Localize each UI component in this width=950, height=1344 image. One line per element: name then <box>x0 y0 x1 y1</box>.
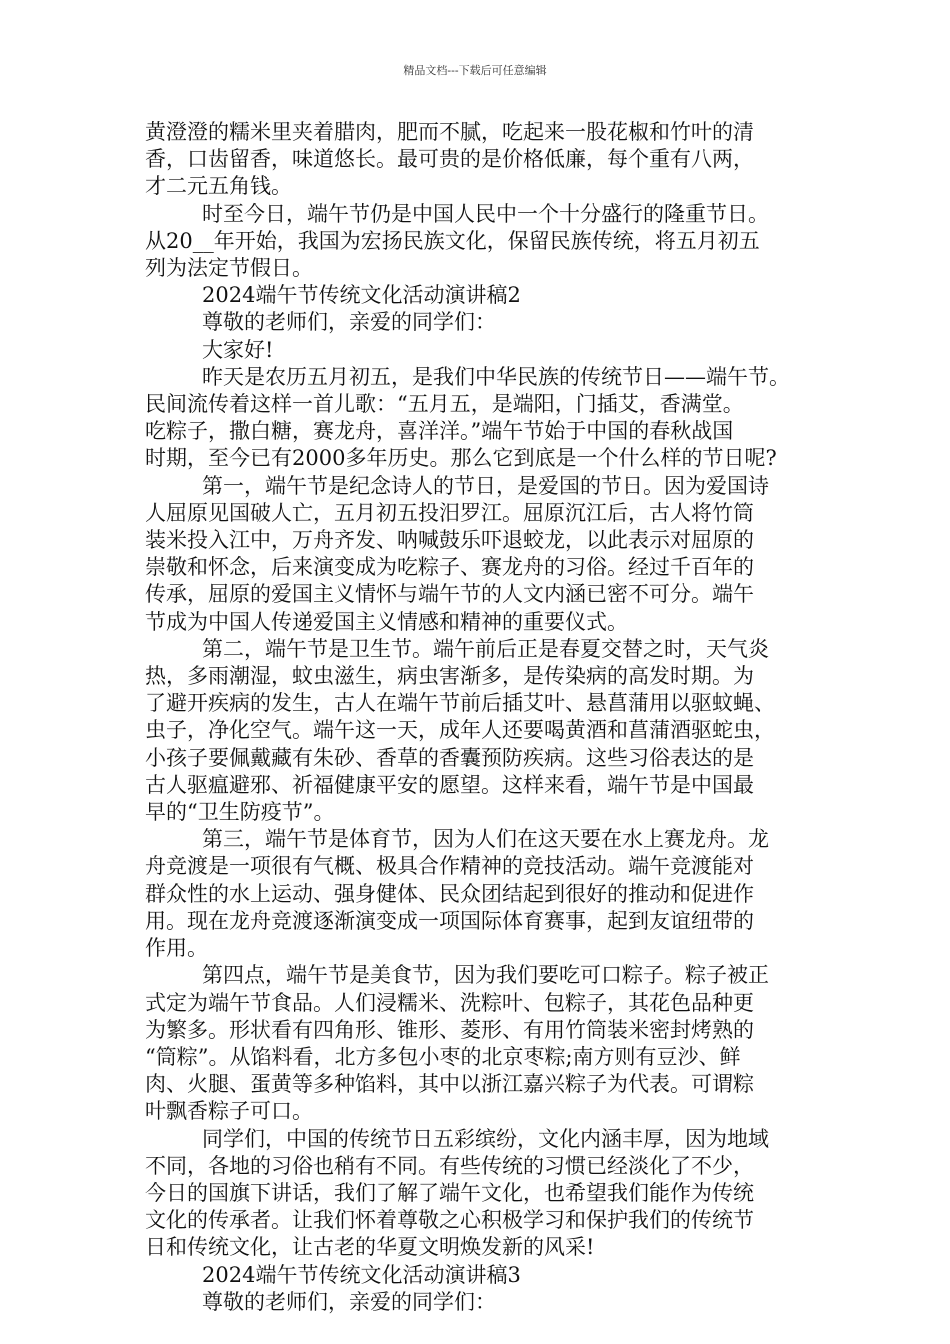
text-line: 第三，端午节是体育节，因为人们在这天要在水上赛龙舟。龙 <box>202 827 769 852</box>
text-line: 舟竞渡是一项很有气概、极具合作精神的竞技活动。端午竞渡能对 <box>145 854 754 879</box>
text-line: 2024端午节传统文化活动演讲稿2 <box>202 283 521 308</box>
text-line: 装米投入江中，万舟齐发、呐喊鼓乐吓退蛟龙，以此表示对屈原的 <box>145 528 754 553</box>
text-line: 作用。 <box>145 936 208 961</box>
text-line: 崇敬和怀念，后来演变成为吃粽子、赛龙舟的习俗。经过千百年的 <box>145 555 754 580</box>
text-line: 大家好! <box>202 337 274 362</box>
text-line: 古人驱瘟避邪、祈福健康平安的愿望。这样来看，端午节是中国最 <box>145 772 754 797</box>
text-line: 今日的国旗下讲话，我们了解了端午文化，也希望我们能作为传统 <box>145 1180 754 1205</box>
text-line: 同学们，中国的传统节日五彩缤纷，文化内涵丰厚，因为地域 <box>202 1126 769 1151</box>
text-line: 黄澄澄的糯米里夹着腊肉，肥而不腻，吃起来一股花椒和竹叶的清 <box>145 120 754 144</box>
text-line: 昨天是农历五月初五，是我们中华民族的传统节日——端午节。 <box>202 364 790 389</box>
text-line: 才二元五角钱。 <box>145 174 292 199</box>
text-line: 热，多雨潮湿，蚊虫滋生，病虫害渐多，是传染病的高发时期。为 <box>145 664 754 689</box>
text-line: 日和传统文化，让古老的华夏文明焕发新的风采! <box>145 1235 595 1260</box>
text-line: 香，口齿留香，味道悠长。最可贵的是价格低廉，每个重有八两， <box>145 147 754 172</box>
text-line: 了避开疾病的发生，古人在端午节前后插艾叶、悬菖蒲用以驱蚊蝇、 <box>145 691 775 716</box>
text-line: 第四点，端午节是美食节，因为我们要吃可口粽子。粽子被正 <box>202 963 769 988</box>
text-line: 用。现在龙舟竞渡逐渐演变成一项国际体育赛事，起到友谊纽带的 <box>145 908 754 933</box>
text-line: 第二，端午节是卫生节。端午前后正是春夏交替之时，天气炎 <box>202 636 769 661</box>
text-line: 为繁多。形状看有四角形、锥形、菱形、有用竹筒装米密封烤熟的 <box>145 1017 754 1042</box>
text-line: “筒粽”。从馅料看，北方多包小枣的北京枣粽;南方则有豆沙、鲜 <box>145 1044 741 1069</box>
page-header: 精品文档---下载后可任意编辑 <box>403 64 547 77</box>
text-line: 时期，至今已有2000多年历史。那么它到底是一个什么样的节日呢? <box>145 446 777 471</box>
text-line: 人屈原见国破人亡，五月初五投汨罗江。屈原沉江后，古人将竹筒 <box>145 500 754 525</box>
text-line: 不同，各地的习俗也稍有不同。有些传统的习惯已经淡化了不少， <box>145 1153 754 1178</box>
text-line: 叶飘香粽子可口。 <box>145 1099 313 1124</box>
text-line: 式定为端午节食品。人们浸糯米、洗粽叶、包粽子，其花色品种更 <box>145 990 754 1015</box>
document-body <box>145 119 817 1316</box>
text-line: 尊敬的老师们，亲爱的同学们： <box>202 310 496 335</box>
text-line: 节成为中国人传递爱国主义情感和精神的重要仪式。 <box>145 609 628 634</box>
text-line: 传承，屈原的爱国主义情怀与端午节的人文内涵已密不可分。端午 <box>145 582 754 607</box>
text-line: 从20__年开始，我国为宏扬民族文化，保留民族传统，将五月初五 <box>145 228 760 253</box>
text-line: 肉、火腿、蛋黄等多种馅料，其中以浙江嘉兴粽子为代表。可谓粽 <box>145 1072 754 1097</box>
text-line: 吃粽子，撒白糖，赛龙舟，喜洋洋。”端午节始于中国的春秋战国 <box>145 419 734 444</box>
text-line: 小孩子要佩戴藏有朱砂、香草的香囊预防疾病。这些习俗表达的是 <box>145 745 754 770</box>
text-line: 时至今日，端午节仍是中国人民中一个十分盛行的隆重节日。 <box>202 201 769 226</box>
text-line: 民间流传着这样一首儿歌：“五月五，是端阳，门插艾，香满堂。 <box>145 392 744 417</box>
text-line: 早的“卫生防疫节”。 <box>145 800 335 825</box>
text-line: 尊敬的老师们，亲爱的同学们： <box>202 1289 496 1314</box>
text-line: 列为法定节假日。 <box>145 256 313 281</box>
text-line: 第一，端午节是纪念诗人的节日，是爱国的节日。因为爱国诗 <box>202 473 769 498</box>
text-line: 2024端午节传统文化活动演讲稿3 <box>202 1262 521 1287</box>
text-line: 文化的传承者。让我们怀着尊敬之心积极学习和保护我们的传统节 <box>145 1208 754 1233</box>
text-line: 虫子，净化空气。端午这一天，成年人还要喝黄酒和菖蒲酒驱蛇虫， <box>145 718 775 743</box>
text-line: 群众性的水上运动、强身健体、民众团结起到很好的推动和促进作 <box>145 881 754 906</box>
